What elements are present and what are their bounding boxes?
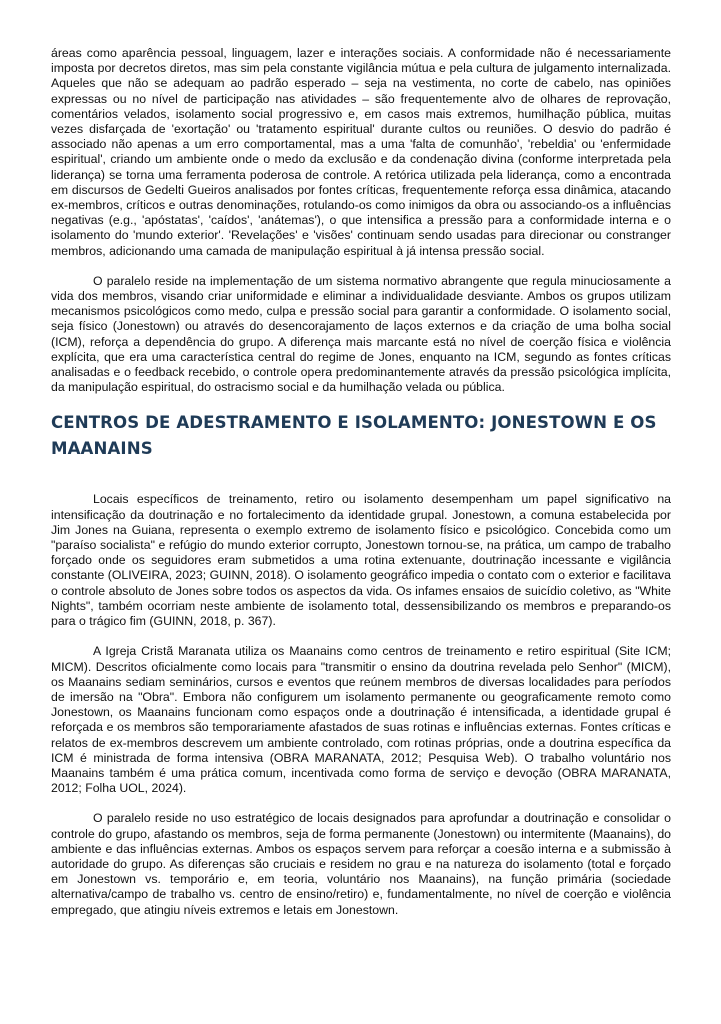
- body-paragraph: Locais específicos de treinamento, retiro ou isolamento desempenham um papel significativo na intensificação da doutrinação e no fortalecimento da identidade grupal. Jonestown, a comuna estabelecida por Jim Jones na Guiana, representa o exemplo extremo de isolamento físico e psicológico. Concebida como um "paraíso socialista" e refúgio do mundo exterior corrupto, Jonestown tornou-se, na prática, um campo de trabalho forçado onde os seguidores eram submetidos a uma rotina extenuante, doutrinação incessante e vigilância constante (OLIVEIRA, 2023; GUINN, 2018). O isolamento geográfico impedia o contato com o exterior e facilitava o controle absoluto de Jones sobre todos os aspectos da vida. Os infames ensaios de suicídio coletivo, as "White Nights", também ocorriam neste ambiente de isolamento total, dessensibilizando os membros e preparando-os para o trágico fim (GUINN, 2018, p. 367).: [51, 492, 671, 629]
- body-paragraph: O paralelo reside na implementação de um sistema normativo abrangente que regula minuciosamente a vida dos membros, visando criar uniformidade e eliminar a individualidade desviante. Ambos os grupos utilizam mecanismos psicológicos como medo, culpa e pressão social para garantir a conformidade. O isolamento social, seja físico (Jonestown) ou através do desencorajamento de laços externos e da criação de uma bolha social (ICM), reforça a dependência do grupo. A diferença mais marcante está no nível de coerção física e violência explícita, que era uma característica central do regime de Jones, enquanto na ICM, segundo as fontes críticas analisadas e o feedback recebido, o controle opera predominantemente através da pressão psicológica implícita, da manipulação espiritual, do ostracismo social e da humilhação velada ou pública.: [51, 273, 671, 395]
- body-paragraph: A Igreja Cristã Maranata utiliza os Maanains como centros de treinamento e retiro espiritual (Site ICM; MICM). Descritos oficialmente como locais para "transmitir o ensino da doutrina revelada pelo Senhor" (MICM), os Maanains sediam seminários, cursos e eventos que reúnem membros de diversas localidades para períodos de imersão na "Obra". Embora não configurem um isolamento permanente ou geograficamente remoto como Jonestown, os Maanains funcionam como espaços onde a doutrinação é intensificada, a identidade grupal é reforçada e os membros são temporariamente afastados de suas rotinas e influências externas. Fontes críticas e relatos de ex-membros descrevem um ambiente controlado, com rotinas próprias, onde a doutrina específica da ICM é ministrada de forma intensiva (OBRA MARANATA, 2012; Pesquisa Web). O trabalho voluntário nos Maanains também é uma prática comum, incentivada como forma de serviço e devoção (OBRA MARANATA, 2012; Folha UOL, 2024).: [51, 644, 671, 796]
- document-body: [51, 46, 671, 933]
- body-paragraph: áreas como aparência pessoal, linguagem, lazer e interações sociais. A conformidade não é necessariamente imposta por decretos diretos, mas sim pela constante vigilância mútua e pela cultura de julgamento internalizada. Aqueles que não se adequam ao padrão esperado – seja na vestimenta, no corte de cabelo, nas opiniões expressas ou no nível de participação nas atividades – são frequentemente alvo de olhares de reprovação, comentários velados, isolamento social progressivo e, em casos mais extremos, humilhação pública, muitas vezes disfarçada de 'exortação' ou 'tratamento espiritual' durante cultos ou reuniões. O desvio do padrão é associado não apenas a um erro comportamental, mas a uma 'falta de comunhão', 'rebeldia' ou 'enfermidade espiritual', criando um ambiente onde o medo da exclusão e da condenação divina (conforme interpretada pela liderança) se torna uma ferramenta poderosa de controle. A retórica utilizada pela liderança, como a encontrada em discursos de Gedelti Gueiros analisados por fontes críticas, frequentemente reforça essa dinâmica, atacando ex-membros, críticos e outras denominações, rotulando-os como inimigos da obra ou associando-os a influências negativas (e.g., 'apóstatas', 'caídos', 'anátemas'), o que intensifica a pressão para a conformidade interna e o isolamento do 'mundo exterior'. 'Revelações' e 'visões' continuam sendo usadas para direcionar ou constranger membros, adicionando uma camada de manipulação espiritual à já intensa pressão social.: [51, 46, 671, 258]
- section-heading: CENTROS DE ADESTRAMENTO E ISOLAMENTO: JONESTOWN E OS MAANAINS: [51, 413, 657, 459]
- body-paragraph: O paralelo reside no uso estratégico de locais designados para aprofundar a doutrinação e consolidar o controle do grupo, afastando os membros, seja de forma permanente (Jonestown) ou intermitente (Maanains), do ambiente e das influências externas. Ambos os espaços servem para reforçar a coesão interna e a submissão à autoridade do grupo. As diferenças são cruciais e residem no grau e na natureza do isolamento (total e forçado em Jonestown vs. temporário e, em teoria, voluntário nos Maanains), na função primária (sociedade alternativa/campo de trabalho vs. centro de ensino/retiro) e, fundamentalmente, no nível de coerção e violência empregado, que atingiu níveis extremos e letais em Jonestown.: [51, 811, 671, 917]
